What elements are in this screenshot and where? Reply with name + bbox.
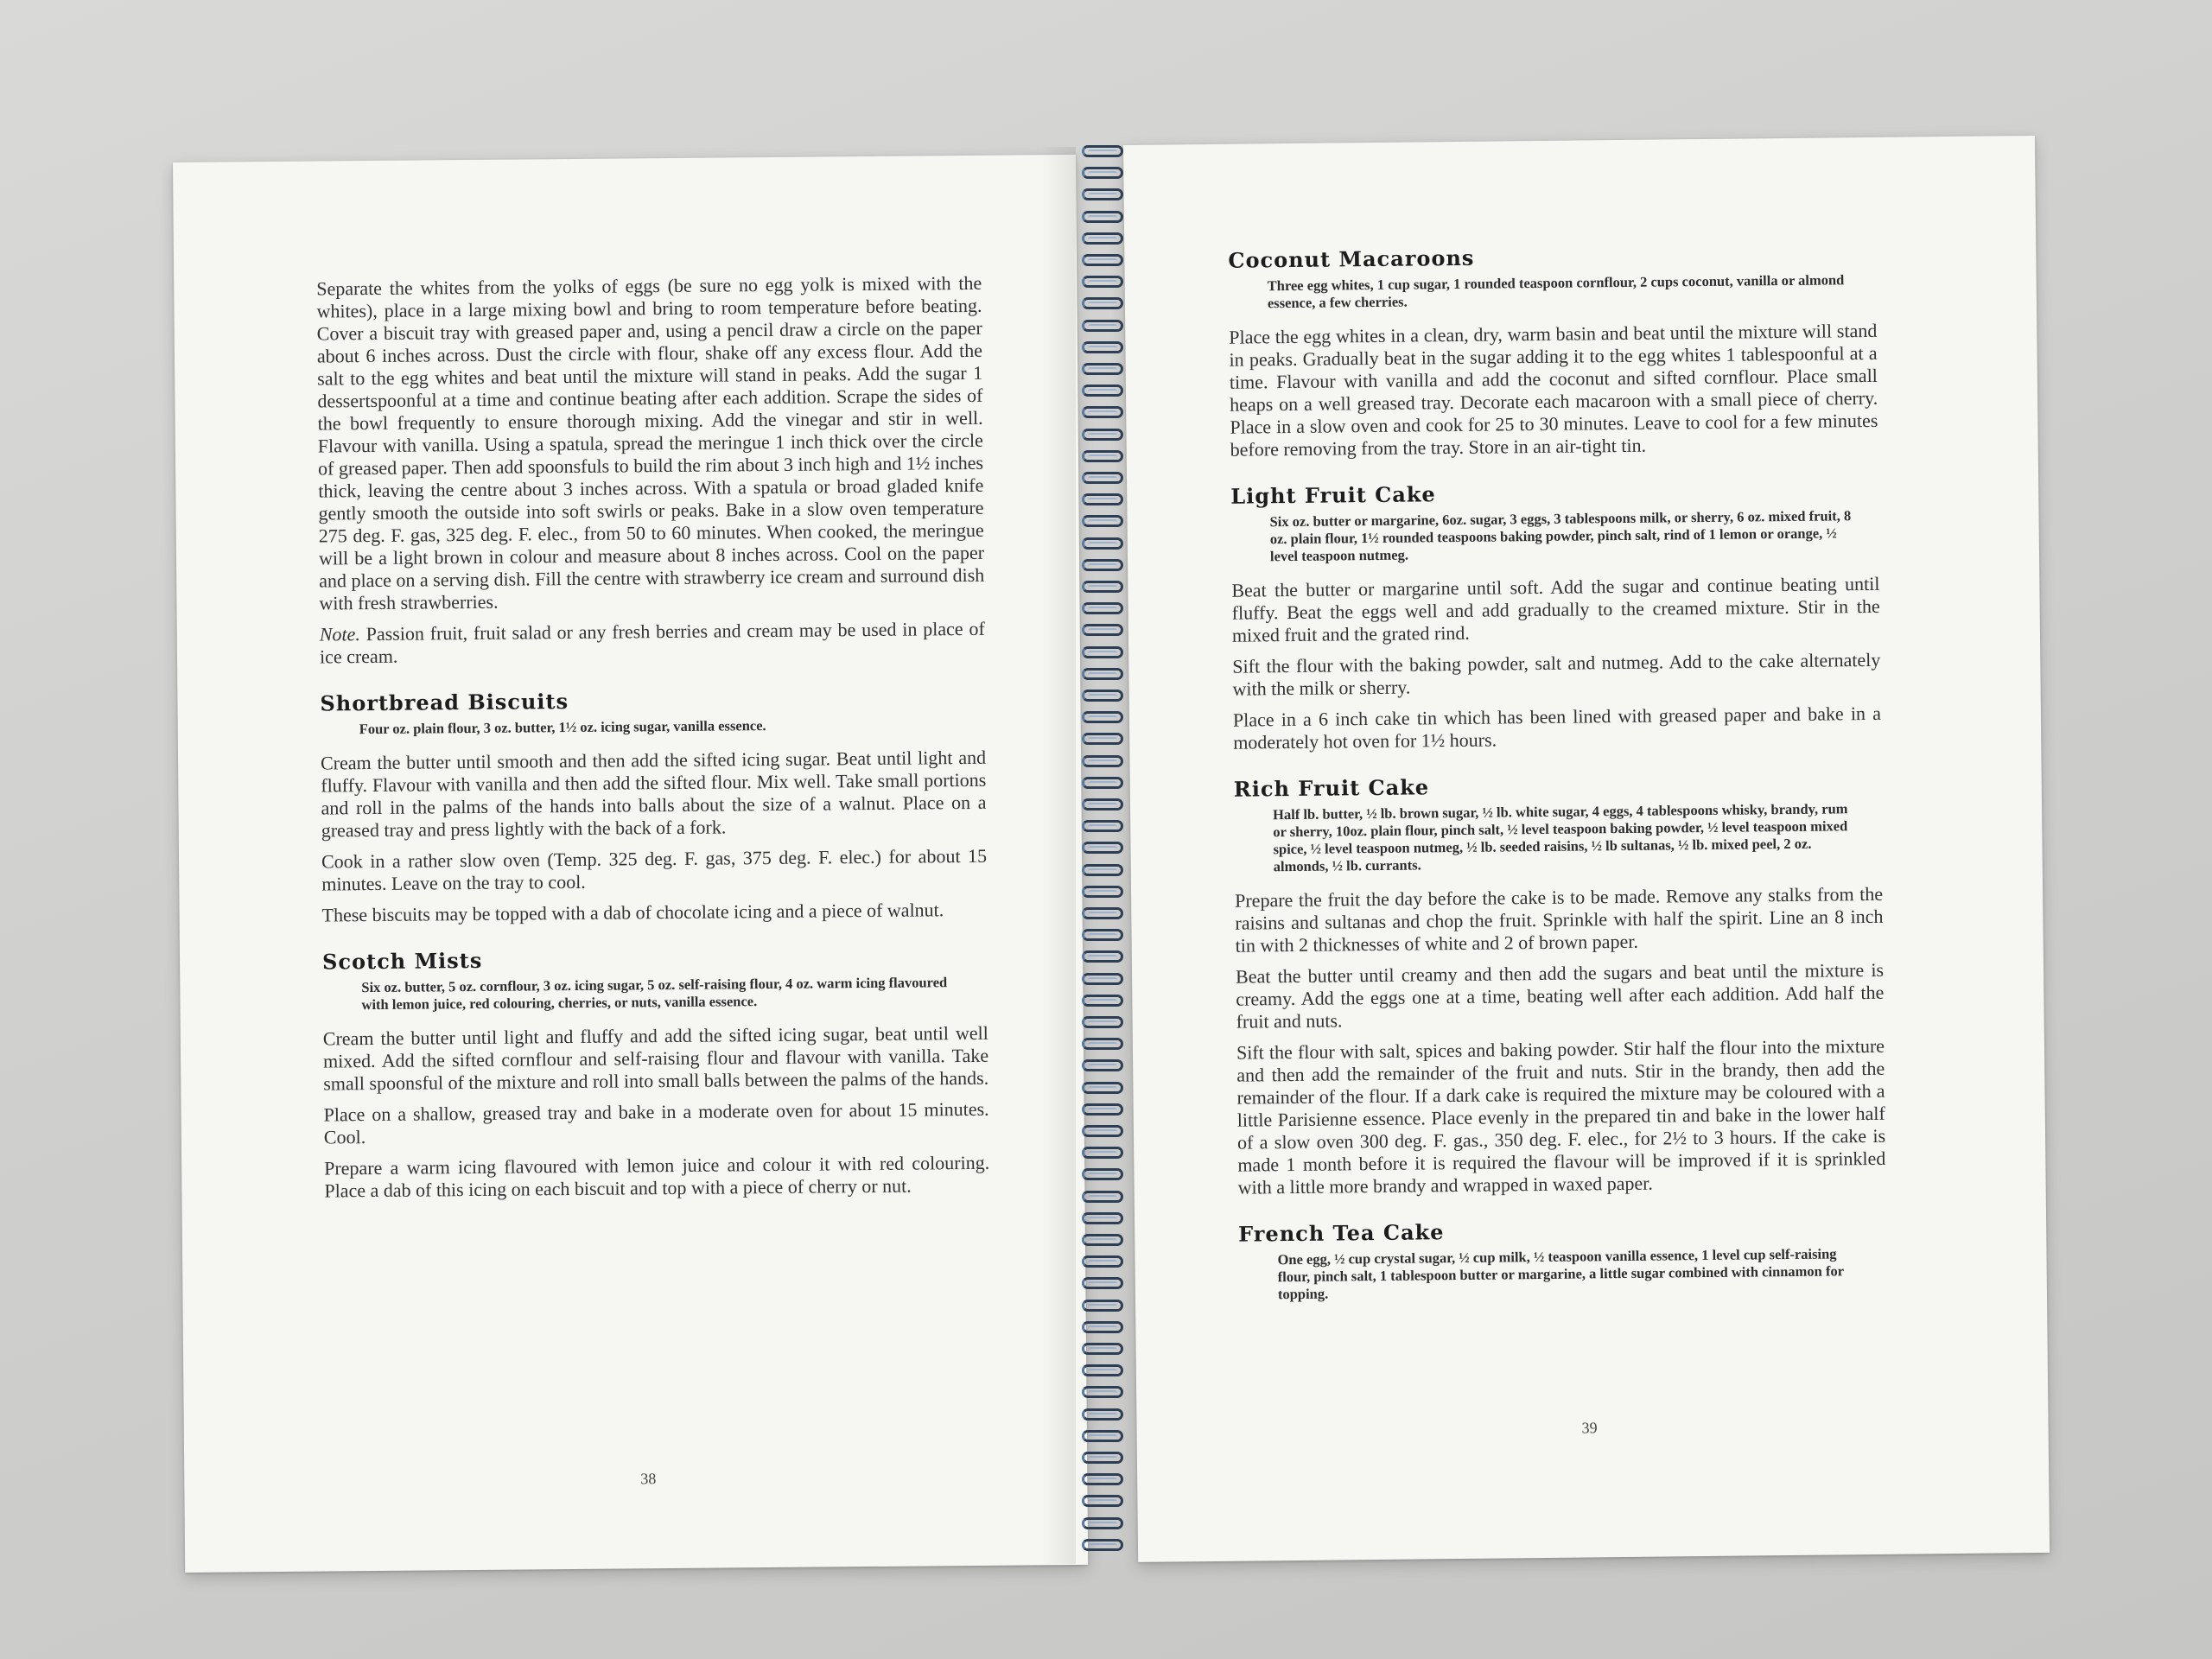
spiral-ring <box>1082 798 1123 810</box>
recipe-paragraph: Cream the butter until smooth and then add the sifted icing sugar. Beat until light and fluffy. Flavour with vanilla and then add the sifted flour. Mix well. Take small portions and roll in the palms of the hands into balls about the size of a walnut. Place on a greased tray and press lightly with the back of a fork. <box>320 746 987 842</box>
recipe-ingredients: Three egg whites, 1 cup sugar, 1 rounded teaspoon cornflour, 2 cups coconut, vanilla or almond essence, a few cherries. <box>1267 271 1845 312</box>
spiral-ring <box>1082 429 1123 441</box>
recipe-paragraph: These biscuits may be topped with a dab of chocolate icing and a piece of walnut. <box>321 899 944 926</box>
spiral-ring <box>1082 1343 1123 1355</box>
recipe-paragraph: Beat the butter until creamy and then add the sugars and beat until the mixture is creamy. Add the eggs one at a time, beating well after each addition. Add half the fruit and nuts. <box>1235 958 1885 1033</box>
recipe-paragraph: Place the egg whites in a clean, dry, warm basin and beat until the mixture will stand in peaks. Gradually beat in the sugar adding it to the egg whites 1 tablespoonful at a time. Flavour with vanilla and add the coconut and sifted cornflour. Place small heaps on a well greased tray. Decorate each macaroon with a small piece of cherry. Place in a slow oven and cook for 25 to 30 minutes. Leave to cool for a few minutes before removing from the tray. Store in an air-tight tin. <box>1229 319 1878 461</box>
spiral-ring <box>1082 1234 1123 1246</box>
spiral-ring <box>1082 1082 1123 1094</box>
left-page-content <box>316 272 989 1211</box>
spiral-ring <box>1082 668 1123 680</box>
spiral-ring <box>1082 211 1123 223</box>
recipe-ingredients: Six oz. butter or margarine, 6oz. sugar, 3 eggs, 3 tablespoons milk, or sherry, 6 oz. mixed fruit, 8 oz. plain flour, 1½ rounded teaspoons baking powder, pinch salt, rind of 1 lemon or orange, ½ level teaspoon nutmeg. <box>1269 507 1852 565</box>
spiral-ring <box>1082 1300 1123 1312</box>
spiral-ring <box>1082 1103 1123 1116</box>
recipe-paragraph: Sift the flour with the baking powder, salt and nutmeg. Add to the cake alternately with the milk or sherry. <box>1232 648 1881 700</box>
spiral-ring <box>1082 341 1123 353</box>
page-number-left: 38 <box>640 1470 657 1488</box>
spiral-ring <box>1082 1452 1123 1464</box>
spiral-ring <box>1082 1430 1123 1442</box>
recipe-title-french-tea-cake: French Tea Cake <box>1238 1219 1445 1247</box>
spiral-ring <box>1082 1321 1123 1333</box>
spiral-ring <box>1082 864 1123 876</box>
spiral-ring <box>1082 950 1123 963</box>
recipe-paragraph: Prepare the fruit the day before the cake is to be made. Remove any stalks from the raisins and sultanas and chop the fruit. Sprinkle with half the spirit. Line an 8 inch tin with 2 thicknesses of white and 2 of brown paper. <box>1235 882 1884 957</box>
spiral-ring <box>1082 232 1123 245</box>
note-text: Passion fruit, fruit salad or any fresh berries and cream may be used in place of ice cream. <box>319 617 985 668</box>
spiral-ring <box>1082 537 1123 550</box>
spiral-ring <box>1082 1539 1123 1551</box>
note-paragraph <box>320 618 985 669</box>
spiral-ring <box>1082 973 1123 985</box>
spiral-ring <box>1082 624 1123 636</box>
right-page <box>1123 136 2050 1562</box>
spiral-ring <box>1082 1016 1123 1028</box>
spiral-ring <box>1082 472 1123 484</box>
recipe-ingredients: Four oz. plain flour, 3 oz. butter, 1½ oz. icing sugar, vanilla essence. <box>359 717 766 738</box>
spiral-ring <box>1082 559 1123 571</box>
left-page <box>173 155 1088 1573</box>
spiral-ring <box>1082 646 1123 658</box>
spiral-ring <box>1082 886 1123 898</box>
spiral-ring <box>1082 1495 1123 1507</box>
recipe-paragraph: Cook in a rather slow oven (Temp. 325 deg. F. gas, 375 deg. F. elec.) for about 15 minutes. Leave on the tray to cool. <box>321 844 988 895</box>
spiral-ring <box>1082 1059 1123 1071</box>
spiral-ring <box>1082 363 1123 375</box>
spiral-ring <box>1082 733 1123 745</box>
recipe-paragraph: Cream the butter until light and fluffy and add the sifted icing sugar, beat until well mixed. Add the sifted cornflour and self-raising flour and flavour with vanilla. Take small spoonsful of the mixture and roll into small balls between the palms of the hands. <box>322 1021 989 1095</box>
gutter-shadow <box>1041 147 1076 1564</box>
recipe-title-shortbread-biscuits: Shortbread Biscuits <box>320 689 569 716</box>
spiral-ring <box>1082 1168 1123 1180</box>
spiral-ring <box>1082 1408 1123 1421</box>
page-number-right: 39 <box>1581 1419 1598 1437</box>
spiral-ring <box>1082 493 1123 505</box>
spiral-ring <box>1082 1255 1123 1268</box>
right-page-content <box>1228 241 1887 1318</box>
spiral-ring <box>1082 929 1123 941</box>
spiral-ring <box>1082 254 1123 266</box>
spiral-ring <box>1082 188 1123 200</box>
recipe-title-scotch-mists: Scotch Mists <box>321 947 483 975</box>
note-label: Note. <box>319 623 360 645</box>
spiral-ring <box>1082 581 1123 593</box>
recipe-title-coconut-macaroons: Coconut Macaroons <box>1228 245 1475 273</box>
recipe-paragraph: Beat the butter or margarine until soft. Add the sugar and continue beating until fluffy. Beat the eggs well and add gradually to the creamed mixture. Stir in the mixed fruit and the grated rind. <box>1231 572 1880 646</box>
spiral-ring <box>1082 515 1123 527</box>
recipe-title-rich-fruit-cake: Rich Fruit Cake <box>1233 774 1430 802</box>
spiral-ring <box>1082 995 1123 1007</box>
recipe-ingredients: One egg, ½ cup crystal sugar, ½ cup milk, ½ teaspoon vanilla essence, 1 level cup self-raising flour, pinch salt, 1 tablespoon butter or margarine, a little sugar combined with cinnamon for topping. <box>1277 1245 1844 1303</box>
spiral-ring <box>1082 820 1123 832</box>
spiral-ring <box>1082 167 1123 179</box>
recipe-paragraph: Place on a shallow, greased tray and bake in a moderate oven for about 15 minutes. Cool. <box>323 1097 989 1148</box>
spiral-ring <box>1082 145 1123 157</box>
spiral-ring <box>1082 1277 1123 1289</box>
spiral-ring <box>1082 276 1123 288</box>
spiral-ring <box>1082 1038 1123 1050</box>
spiral-ring <box>1082 777 1123 789</box>
recipe-paragraph: Place in a 6 inch cake tin which has been lined with greased paper and bake in a moderately hot oven for 1½ hours. <box>1232 702 1882 753</box>
recipe-title-light-fruit-cake: Light Fruit Cake <box>1230 481 1436 509</box>
spiral-ring <box>1082 1191 1123 1203</box>
spiral-ring <box>1082 711 1123 723</box>
spiral-ring <box>1082 1517 1123 1529</box>
recipe-paragraph: Prepare a warm icing flavoured with lemon juice and colour it with red colouring. Place a dab of this icing on each biscuit and top with a piece of cherry or nut. <box>324 1151 990 1202</box>
spiral-ring <box>1082 406 1123 418</box>
spiral-ring <box>1082 385 1123 397</box>
spiral-ring <box>1082 907 1123 919</box>
spiral-ring <box>1082 297 1123 309</box>
spiral-ring <box>1082 1386 1123 1398</box>
spiral-ring <box>1082 1364 1123 1376</box>
spiral-ring <box>1082 450 1123 462</box>
recipe-ingredients: Six oz. butter, 5 oz. cornflour, 3 oz. icing sugar, 5 oz. self-raising flour, 4 oz. warm icing flavoured with lemon juice, red colouring, cherries, or nuts, vanilla essence. <box>361 974 948 1014</box>
spiral-ring <box>1082 1125 1123 1137</box>
spiral-ring <box>1082 842 1123 854</box>
spiral-ring <box>1082 1473 1123 1485</box>
recipe-ingredients: Half lb. butter, ½ lb. brown sugar, ½ lb. white sugar, 4 eggs, 4 tablespoons whisky, brandy, rum or sherry, 10oz. plain flour, pinch salt, ½ level teaspoon baking powder, ½ level teaspoon mixed spice, ½ level teaspoon nutmeg, ½ lb. seeded raisins, ½ lb sultanas, ½ lb. mixed peel, 2 oz. almonds, ½ lb. currants. <box>1273 800 1848 875</box>
spiral-ring <box>1082 755 1123 767</box>
spiral-ring <box>1082 1147 1123 1159</box>
recipe-paragraph: Sift the flour with salt, spices and baking powder. Stir half the flour into the mixture and then add the remainder of the fruit and nuts. Stir in the brandy, then add the remainder of the flour. If a dark cake is required the mixture may be coloured with a little Parisienne essence. Place evenly in the prepared tin and bake in the lower half of a slow oven 300 deg. F. gas., 350 deg. F. elec., for 2½ to 3 hours. If the cake is made 1 month before it is required the flavour will be improved if it is sprinkled with a little more brandy and wrapped in waxed paper. <box>1236 1034 1886 1198</box>
spiral-binding <box>1075 145 1135 1562</box>
spiral-ring <box>1082 1212 1123 1224</box>
spiral-ring <box>1082 602 1123 614</box>
spiral-ring <box>1082 690 1123 702</box>
spiral-ring <box>1082 320 1123 332</box>
meringue-method-paragraph: Separate the whites from the yolks of eggs (be sure no egg yolk is mixed with the whites), place in a large mixing bowl and bring to room temperature before beating. Cover a biscuit tray with greased paper and, using a pencil draw a circle on the paper about 6 inches across. Dust the circle with flour, shake off any excess flour. Add the salt to the egg whites and beat until the mixture will stand in peaks. Add the sugar 1 dessertspoonful at a time and continue beating after each addition. Scrape the sides of the bowl frequently to ensure thorough mixing. Add the vinegar and stir in well. Flavour with vanilla. Using a spatula, spread the meringue 1 inch thick over the circle of greased paper. Then add spoonsfuls to build the rim about 3 inch high and 1½ inches thick, leaving the centre about 3 inches across. With a spatula or broad gladed knife gently smooth the outside into soft swirls or peaks. Bake in a slow oven temperature 275 deg. F. gas, 325 deg. F. elec., from 50 to 60 minutes. When cooked, the meringue will be a light brown in colour and measure about 8 inches across. Cool on the paper and place on a serving dish. Fill the centre with strawberry ice cream and surround dish with fresh strawberries. <box>316 271 985 614</box>
